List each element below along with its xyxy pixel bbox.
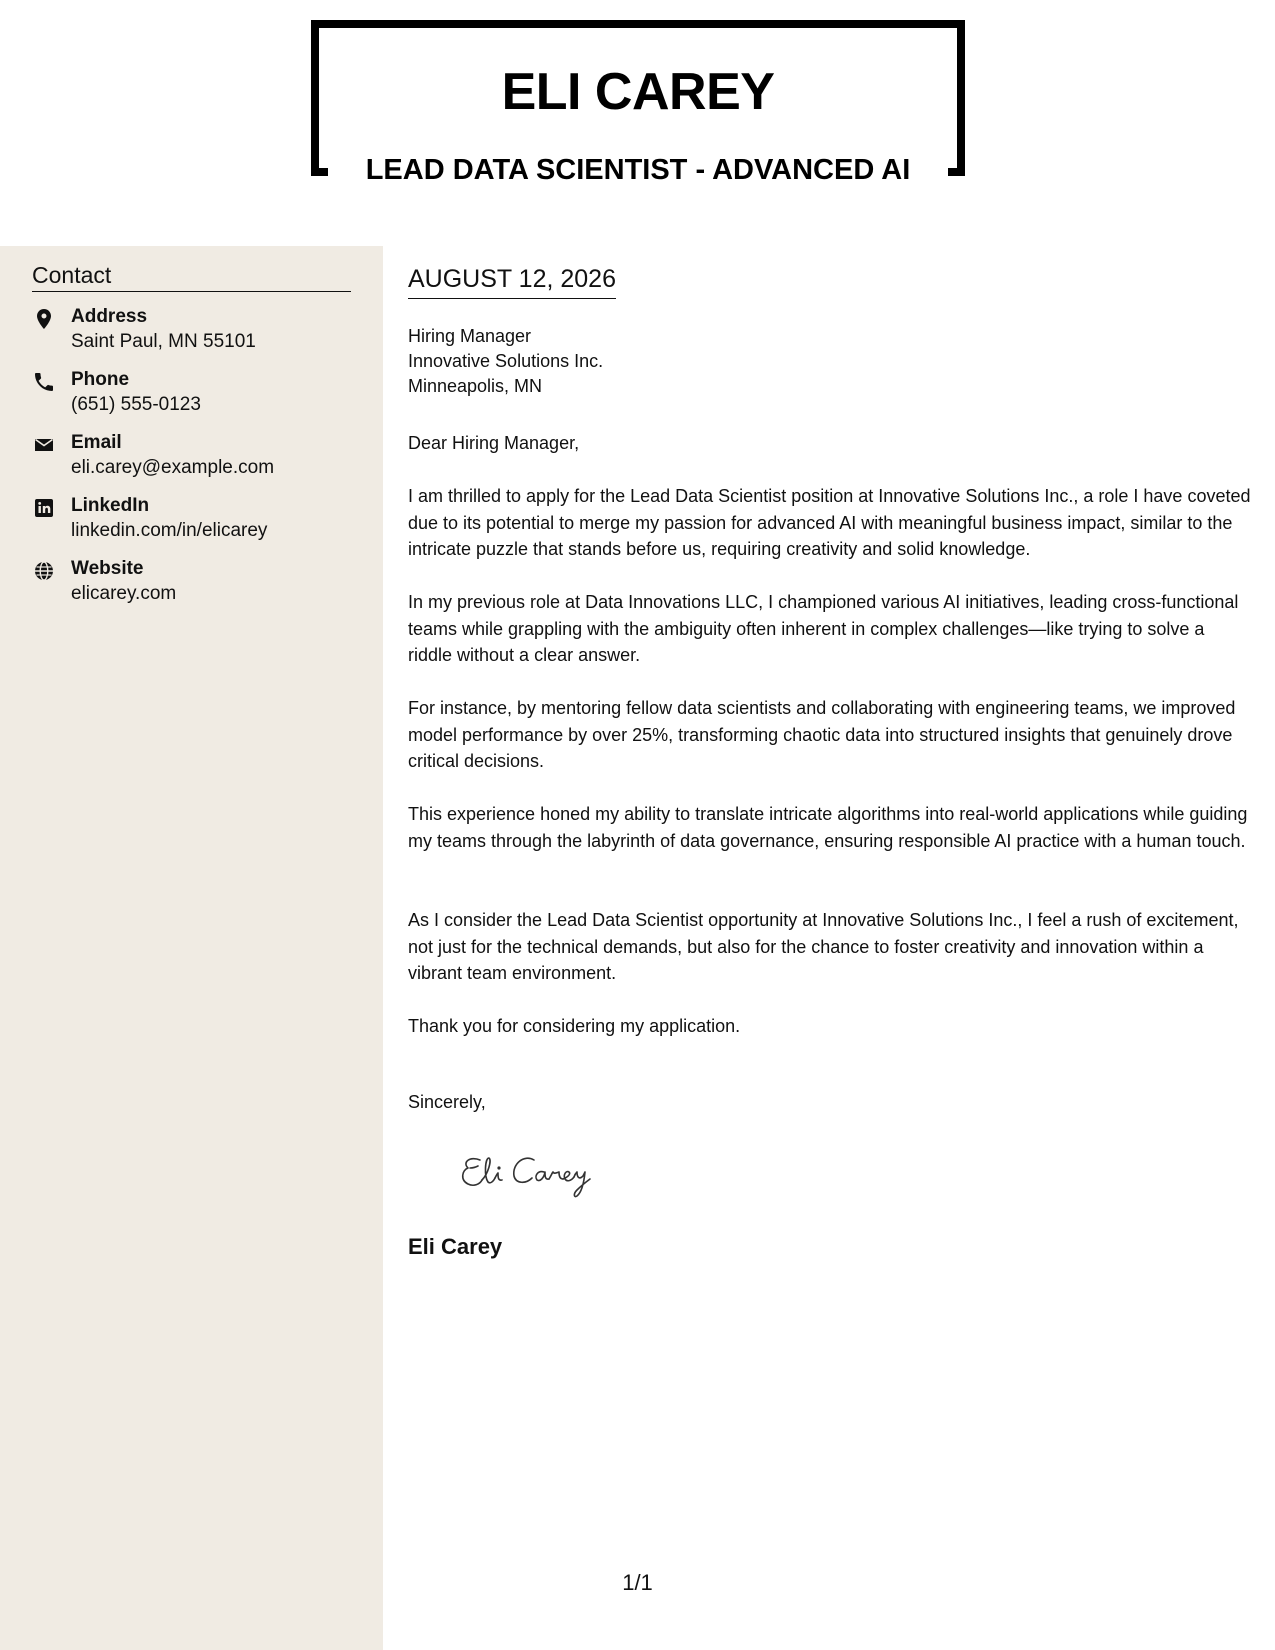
phone-icon: [32, 370, 56, 394]
contact-label: LinkedIn: [71, 495, 150, 516]
paragraph: This experience honed my ability to translate intricate algorithms into real-world applications while guiding my teams through the labyrinth of data governance, ensuring responsible AI practice with a human touch.: [408, 804, 1248, 851]
signer-name: Eli Carey: [408, 1234, 503, 1259]
handwritten-signature: [458, 1146, 628, 1206]
recipient-line: Minneapolis, MN: [408, 376, 543, 396]
contact-value: elicarey.com: [71, 583, 177, 604]
paragraph: Thank you for considering my application.: [408, 1016, 741, 1036]
map-pin-icon: [32, 307, 56, 331]
contact-heading: Contact: [32, 262, 351, 292]
paragraph: In my previous role at Data Innovations LLC, I championed various AI initiatives, leading cross-functional teams while grappling with the ambiguity often inherent in complex challenges—like trying to solve a riddle without a clear answer.: [408, 592, 1239, 665]
page-number: 1/1: [622, 1570, 653, 1595]
contact-label: Email: [71, 432, 122, 453]
envelope-icon: [32, 433, 56, 457]
paragraph: I am thrilled to apply for the Lead Data Scientist position at Innovative Solutions Inc., a role I have coveted due to its potential to merge my passion for advanced AI with meaningful business impact, similar to the intricate puzzle that stands before us, requiring creativity and solid knowledge.: [408, 486, 1251, 559]
contact-value: linkedin.com/in/elicarey: [71, 520, 268, 541]
paragraph: For instance, by mentoring fellow data scientists and collaborating with engineering teams, we improved model performance by over 25%, transforming chaotic data into structured insights that genuinely drove critical decisions.: [408, 698, 1236, 771]
contact-value: eli.carey@example.com: [71, 457, 275, 478]
contact-value: (651) 555-0123: [71, 394, 201, 415]
contact-sidebar: [0, 246, 383, 1650]
frame-top-bar: [311, 20, 965, 28]
recipient-line: Innovative Solutions Inc.: [408, 351, 604, 371]
closing: Sincerely,: [408, 1092, 486, 1112]
contact-label: Phone: [71, 369, 130, 390]
paragraph: As I consider the Lead Data Scientist opportunity at Innovative Solutions Inc., I feel a rush of excitement, not just for the technical demands, but also for the chance to foster creativity and innovation within a vibrant team environment.: [408, 910, 1239, 983]
job-title: LEAD DATA SCIENTIST - ADVANCED AI: [365, 154, 911, 186]
contact-value: Saint Paul, MN 55101: [71, 331, 256, 352]
applicant-name: ELI CAREY: [501, 63, 775, 121]
recipient-block: [408, 324, 603, 399]
globe-icon: [32, 559, 56, 583]
letter-date: AUGUST 12, 2026: [408, 265, 616, 299]
linkedin-icon: [32, 496, 56, 520]
contact-label: Website: [71, 558, 144, 579]
recipient-line: Hiring Manager: [408, 326, 532, 346]
salutation: Dear Hiring Manager,: [408, 433, 580, 453]
contact-label: Address: [71, 306, 148, 327]
